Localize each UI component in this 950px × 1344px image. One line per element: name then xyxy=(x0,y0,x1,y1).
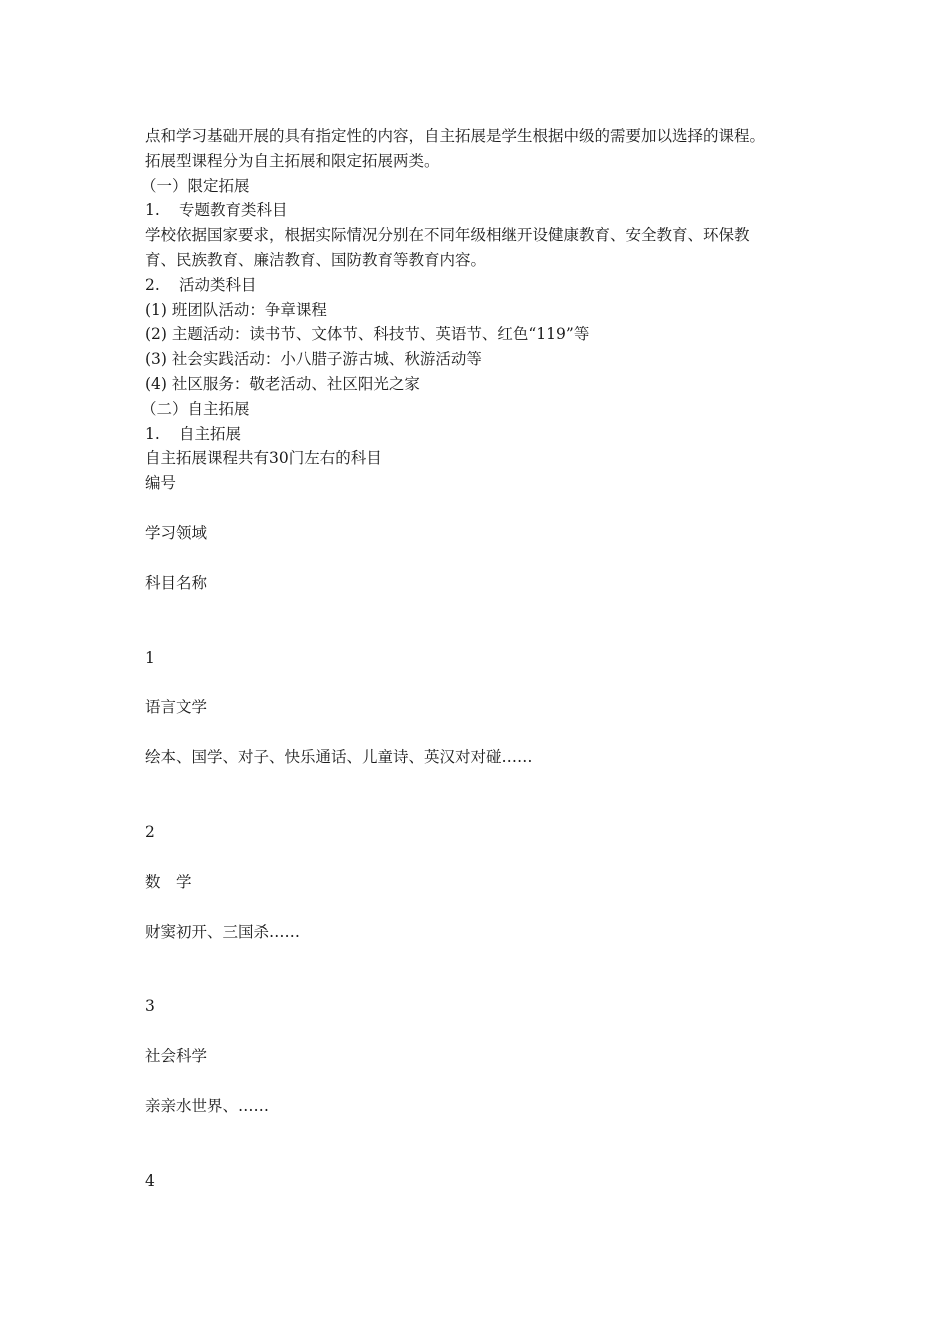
list-item-class-activity: (1) 班团队活动：争章课程 xyxy=(145,300,327,319)
subheading-text: 活动类科目 xyxy=(179,275,257,294)
table-row xyxy=(145,994,825,1168)
subheading-text: 专题教育类科目 xyxy=(179,201,288,220)
list-item-community-service: (4) 社区服务：敬老活动、社区阳光之家 xyxy=(145,374,420,393)
paragraph-national-requirements-1: 学校依据国家要求，根据实际情况分别在不同年级相继开设健康教育、安全教育、环保教 xyxy=(145,226,750,245)
table-cell-field: 社会科学 xyxy=(145,1047,208,1066)
list-item-social-practice: (3) 社会实践活动：小八腊子游古城、秋游活动等 xyxy=(145,350,482,369)
subheading-number: 2. xyxy=(145,275,160,294)
table-cell-field: 数 学 xyxy=(145,872,192,891)
table-cell-id: 1 xyxy=(145,648,155,667)
subheading-self-expansion xyxy=(145,422,825,447)
subheading-text: 自主拓展 xyxy=(179,424,242,443)
section-heading-self: （二）自主拓展 xyxy=(141,399,250,418)
subheading-activities xyxy=(145,273,825,298)
table-cell-id: 4 xyxy=(145,1171,155,1190)
table-header-field: 学习领域 xyxy=(145,523,208,542)
paragraph-national-requirements-2: 育、民族教育、廉洁教育、国防教育等教育内容。 xyxy=(145,250,487,269)
table-row xyxy=(145,1169,825,1194)
table-cell-subjects: 绘本、国学、对子、快乐通话、儿童诗、英汉对对碰…… xyxy=(145,748,533,767)
paragraph-types: 拓展型课程分为自主拓展和限定拓展两类。 xyxy=(145,151,440,170)
subheading-topic-education xyxy=(145,198,825,223)
table-row xyxy=(145,820,825,994)
table-cell-id: 2 xyxy=(145,822,155,841)
paragraph-intro: 点和学习基础开展的具有指定性的内容，自主拓展是学生根据中级的需要加以选择的课程。 xyxy=(145,127,766,145)
table-cell-field: 语言文学 xyxy=(145,698,208,717)
table-header-subjects: 科目名称 xyxy=(145,573,208,592)
section-heading-limited: （一）限定拓展 xyxy=(141,176,250,195)
paragraph-course-count: 自主拓展课程共有30门左右的科目 xyxy=(145,449,382,468)
subject-table xyxy=(145,471,825,1193)
document-body xyxy=(141,124,825,1194)
table-row xyxy=(145,646,825,820)
table-cell-subjects: 财窦初开、三国杀…… xyxy=(145,922,301,941)
table-cell-subjects: 亲亲水世界、…… xyxy=(145,1096,270,1115)
subheading-number: 1. xyxy=(145,201,160,220)
subheading-number: 1. xyxy=(145,424,160,443)
table-cell-id: 3 xyxy=(145,997,155,1016)
table-header-id: 编号 xyxy=(145,474,177,493)
list-item-theme-activity: (2) 主题活动：读书节、文体节、科技节、英语节、红色“119”等 xyxy=(145,325,590,344)
